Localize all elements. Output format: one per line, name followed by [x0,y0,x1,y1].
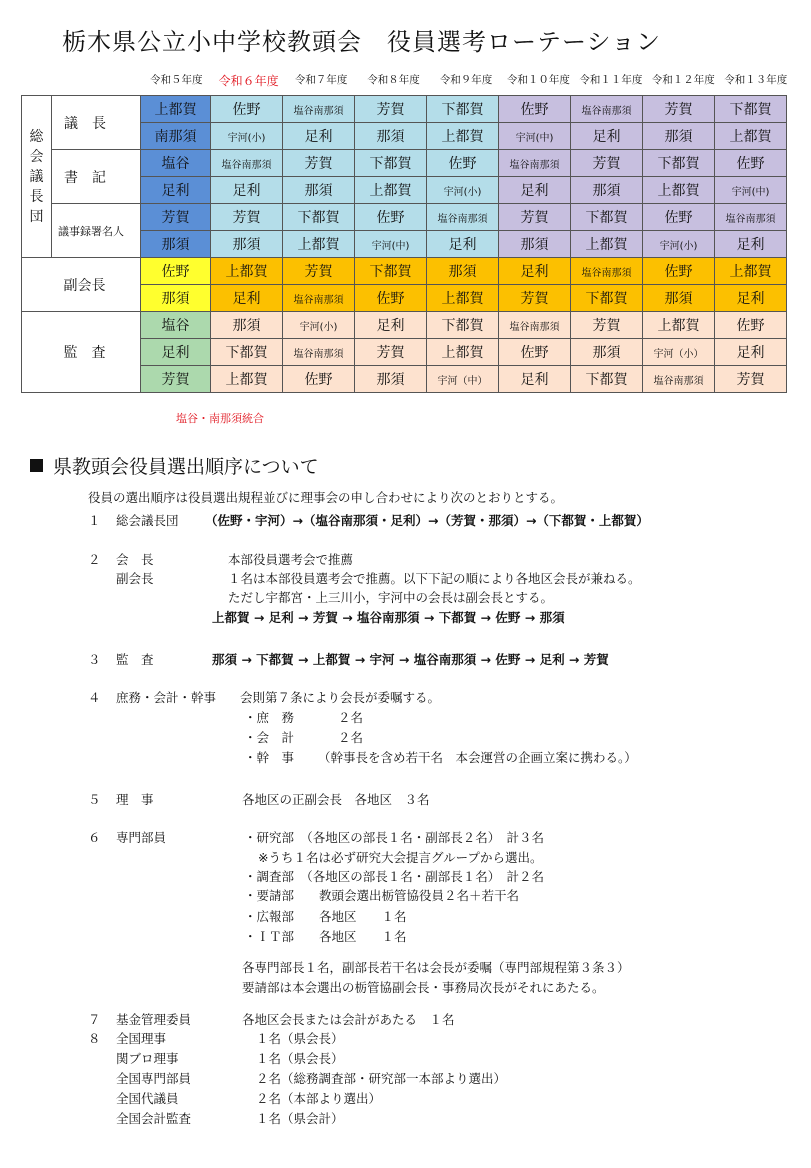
item-number: ６ [88,830,101,845]
table-cell: 下都賀 [571,204,643,231]
table-cell: 芳賀 [571,312,643,339]
item-text: １名（県会長） [256,1031,344,1046]
table-cell: 那須 [571,339,643,366]
item-label: 全国会計監査 [116,1111,192,1126]
table-cell: 佐野 [499,339,571,366]
table-cell: 足利 [715,285,787,312]
table-row [22,204,787,231]
table-cell: 上都賀 [211,258,283,285]
table-cell: 芳賀 [355,96,427,123]
table-cell: 足利 [283,123,355,150]
table-row [22,258,787,285]
table-cell: 佐野 [427,150,499,177]
rotation-table [21,95,787,393]
item-label: 監 査 [116,652,154,667]
row-label: 副会長 [52,258,141,312]
table-cell: 那須 [499,231,571,258]
table-cell: 塩谷南那須 [499,312,571,339]
item-text: 会則第７条により会長が委嘱する。 [240,690,441,705]
table-cell: 芳賀 [283,258,355,285]
table-cell: 上都賀 [643,177,715,204]
item-label: 全国代議員 [116,1091,179,1106]
item-label: 副会長 [116,571,154,586]
year-label: 令和５年度 [149,74,203,86]
table-cell: 那須 [355,366,427,393]
table-cell: 那須 [211,312,283,339]
table-cell: 佐野 [211,96,283,123]
item-label: 専門部員 [116,830,167,845]
table-cell: 下都賀 [355,258,427,285]
item-text: １名は本部役員選考会で推薦。以下下記の順により各地区会長が兼ねる。 [228,571,641,586]
table-cell: 佐野 [141,258,211,285]
item-label: 関ブロ理事 [116,1051,179,1066]
item-number: ８ [88,1031,101,1046]
table-cell: 足利 [715,339,787,366]
table-cell: 那須 [643,285,715,312]
table-cell: 下都賀 [571,285,643,312]
item-text: ・ＩＴ部 各地区 １名 [244,929,407,944]
table-cell: 芳賀 [355,339,427,366]
table-cell: 宇河（小） [643,339,715,366]
table-cell: 足利 [499,366,571,393]
item-number: ３ [88,652,101,667]
table-cell: 佐野 [643,258,715,285]
table-cell: 宇河(中) [715,177,787,204]
table-cell: 塩谷南那須 [571,258,643,285]
item-text: 上都賀 → 足利 → 芳賀 → 塩谷南那須 → 下都賀 → 佐野 → 那須 [212,610,565,625]
table-cell: 上都賀 [427,123,499,150]
table-cell: 宇河(小) [427,177,499,204]
item-text: １名（県会長） [256,1051,344,1066]
table-cell: 佐野 [643,204,715,231]
table-cell: 宇河(小) [283,312,355,339]
item-text: 本部役員選考会で推薦 [228,552,354,567]
table-cell: 佐野 [283,366,355,393]
table-cell: 佐野 [355,285,427,312]
table-cell: 芳賀 [141,366,211,393]
table-cell: 那須 [427,258,499,285]
sub-name: ・会 計 [244,730,295,745]
table-cell: 足利 [211,177,283,204]
table-cell: 芳賀 [715,366,787,393]
item-label: 庶務・会計・幹事 [116,690,217,705]
group-label-cell: 総 会 議 長 団 [22,96,52,258]
table-cell: 那須 [571,177,643,204]
table-cell: 芳賀 [211,204,283,231]
table-cell: 那須 [355,123,427,150]
table-cell: 南那須 [141,123,211,150]
table-cell: 下都賀 [427,312,499,339]
item-label: 全国理事 [116,1031,167,1046]
item-number: ７ [88,1012,101,1027]
table-cell: 塩谷南那須 [211,150,283,177]
table-cell: 上都賀 [427,339,499,366]
table-cell: 足利 [499,258,571,285]
item-text: ・広報部 各地区 １名 [244,909,407,924]
item-text: 那須 → 下都賀 → 上都賀 → 宇河 → 塩谷南那須 → 佐野 → 足利 → 芳賀 [212,652,609,667]
table-cell: 宇河(小) [643,231,715,258]
sub-name: ・幹 事 [244,750,295,765]
table-cell: 芳賀 [643,96,715,123]
item-number: １ [88,513,101,528]
item-text: 各地区会長または会計があたる １名 [242,1012,455,1027]
row-label: 議 長 [52,96,141,150]
table-cell: 那須 [141,231,211,258]
table-cell: 宇河(中) [355,231,427,258]
item-number: ４ [88,690,101,705]
year-label: 令和１３年度 [724,74,788,86]
table-cell: 下都賀 [355,150,427,177]
blank-cell [22,312,52,393]
item-label: 会 長 [116,552,154,567]
table-cell: 足利 [355,312,427,339]
table-cell: 塩谷南那須 [643,366,715,393]
square-bullet-icon [30,459,43,472]
table-cell: 宇河(小) [211,123,283,150]
item-text: 各地区の正副会長 各地区 ３名 [242,792,430,807]
item-number: ５ [88,792,101,807]
table-cell: 下都賀 [211,339,283,366]
table-cell: 下都賀 [571,366,643,393]
table-cell: 塩谷南那須 [283,285,355,312]
table-cell: 足利 [715,231,787,258]
table-cell: 塩谷 [141,312,211,339]
item-number: ２ [88,552,101,567]
sub-name: ・庶 務 [244,710,295,725]
year-label: 令和１１年度 [579,74,643,86]
item-label: 基金管理委員 [116,1012,192,1027]
year-label: 令和１０年度 [506,74,570,86]
section-title: 県教頭会役員選出順序について [53,456,319,478]
table-cell: 下都賀 [283,204,355,231]
year-label: 令和１２年度 [651,74,715,86]
table-cell: 下都賀 [715,96,787,123]
sub-value: ２名 [338,730,364,745]
table-cell: 上都賀 [141,96,211,123]
table-cell: 那須 [141,285,211,312]
item-text: 各専門部長１名，副部長若干名は会長が委嘱（専門部規程第３条３） [242,960,630,975]
row-label: 書 記 [52,150,141,204]
year-label: 令和７年度 [294,74,348,86]
item-text: ・研究部 （各地区の部長１名・副部長２名） 計３名 [244,830,545,845]
table-cell: 塩谷南那須 [499,150,571,177]
table-cell: 那須 [211,231,283,258]
row-label: 議事録署名人 [52,204,141,258]
table-cell: 足利 [211,285,283,312]
table-cell: 宇河（中） [427,366,499,393]
table-cell: 上都賀 [211,366,283,393]
item-text: （佐野・宇河）→（塩谷南那須・足利）→（芳賀・那須）→（下都賀・上都賀） [205,513,649,528]
table-cell: 佐野 [715,312,787,339]
page-title: 栃木県公立小中学校教頭会 役員選考ローテーション [62,28,662,56]
table-cell: 足利 [571,123,643,150]
intro-text: 役員の選出順序は役員選出規程並びに理事会の申し合わせにより次のとおりとする。 [88,490,564,505]
table-cell: 佐野 [715,150,787,177]
sub-value: ２名 [338,710,364,725]
table-cell: 上都賀 [715,123,787,150]
item-text: ２名（総務調査部・研究部一本部より選出） [256,1071,507,1086]
table-cell: 塩谷南那須 [283,339,355,366]
row-label: 監 査 [52,312,141,393]
table-cell: 佐野 [499,96,571,123]
blank-cell [22,258,52,312]
table-cell: 足利 [141,177,211,204]
year-label: 令和８年度 [367,74,420,86]
table-cell: 塩谷 [141,150,211,177]
item-text: ・要請部 教頭会選出栃管協役員２名＋若干名 [244,888,520,903]
table-cell: 塩谷南那須 [571,96,643,123]
table-row [22,150,787,177]
table-cell: 芳賀 [499,285,571,312]
item-text: ただし宇都宮・上三川小，宇河中の会長は副会長とする。 [228,590,554,605]
table-cell: 上都賀 [427,285,499,312]
item-text: ※うち１名は必ず研究大会提言グループから選出。 [258,850,543,865]
item-label: 総会議長団 [116,513,179,528]
item-text: ２名（本部より選出） [256,1091,382,1106]
table-cell: 下都賀 [643,150,715,177]
table-cell: 芳賀 [499,204,571,231]
table-row [22,96,787,123]
table-cell: 下都賀 [427,96,499,123]
table-cell: 佐野 [355,204,427,231]
table-cell: 塩谷南那須 [283,96,355,123]
table-row [22,312,787,339]
item-label: 理 事 [116,792,154,807]
table-cell: 上都賀 [283,231,355,258]
table-cell: 塩谷南那須 [427,204,499,231]
item-label: 全国専門部員 [116,1071,192,1086]
year-label-current: 令和６年度 [218,74,279,88]
table-cell: 芳賀 [141,204,211,231]
table-cell: 上都賀 [643,312,715,339]
table-cell: 足利 [141,339,211,366]
table-cell: 上都賀 [571,231,643,258]
item-text: 要請部は本会選出の栃管協副会長・事務局次長がそれにあたる。 [242,980,605,995]
year-header [140,72,792,90]
merge-note: 塩谷・南那須統合 [176,412,264,425]
table-cell: 那須 [283,177,355,204]
table-cell: 宇河(中) [499,123,571,150]
table-cell: 那須 [643,123,715,150]
table-cell: 芳賀 [283,150,355,177]
item-text: １名（県会計） [256,1111,344,1126]
section-heading [30,452,319,479]
year-label: 令和９年度 [439,74,493,86]
table-cell: 上都賀 [715,258,787,285]
table-cell: 足利 [499,177,571,204]
table-cell: 上都賀 [355,177,427,204]
sub-value: （幹事長を含め若干名 本会運営の企画立案に携わる。） [318,750,637,765]
item-text: ・調査部 （各地区の部長１名・副部長１名） 計２名 [244,869,545,884]
table-cell: 足利 [427,231,499,258]
table-cell: 芳賀 [571,150,643,177]
table-cell: 塩谷南那須 [715,204,787,231]
